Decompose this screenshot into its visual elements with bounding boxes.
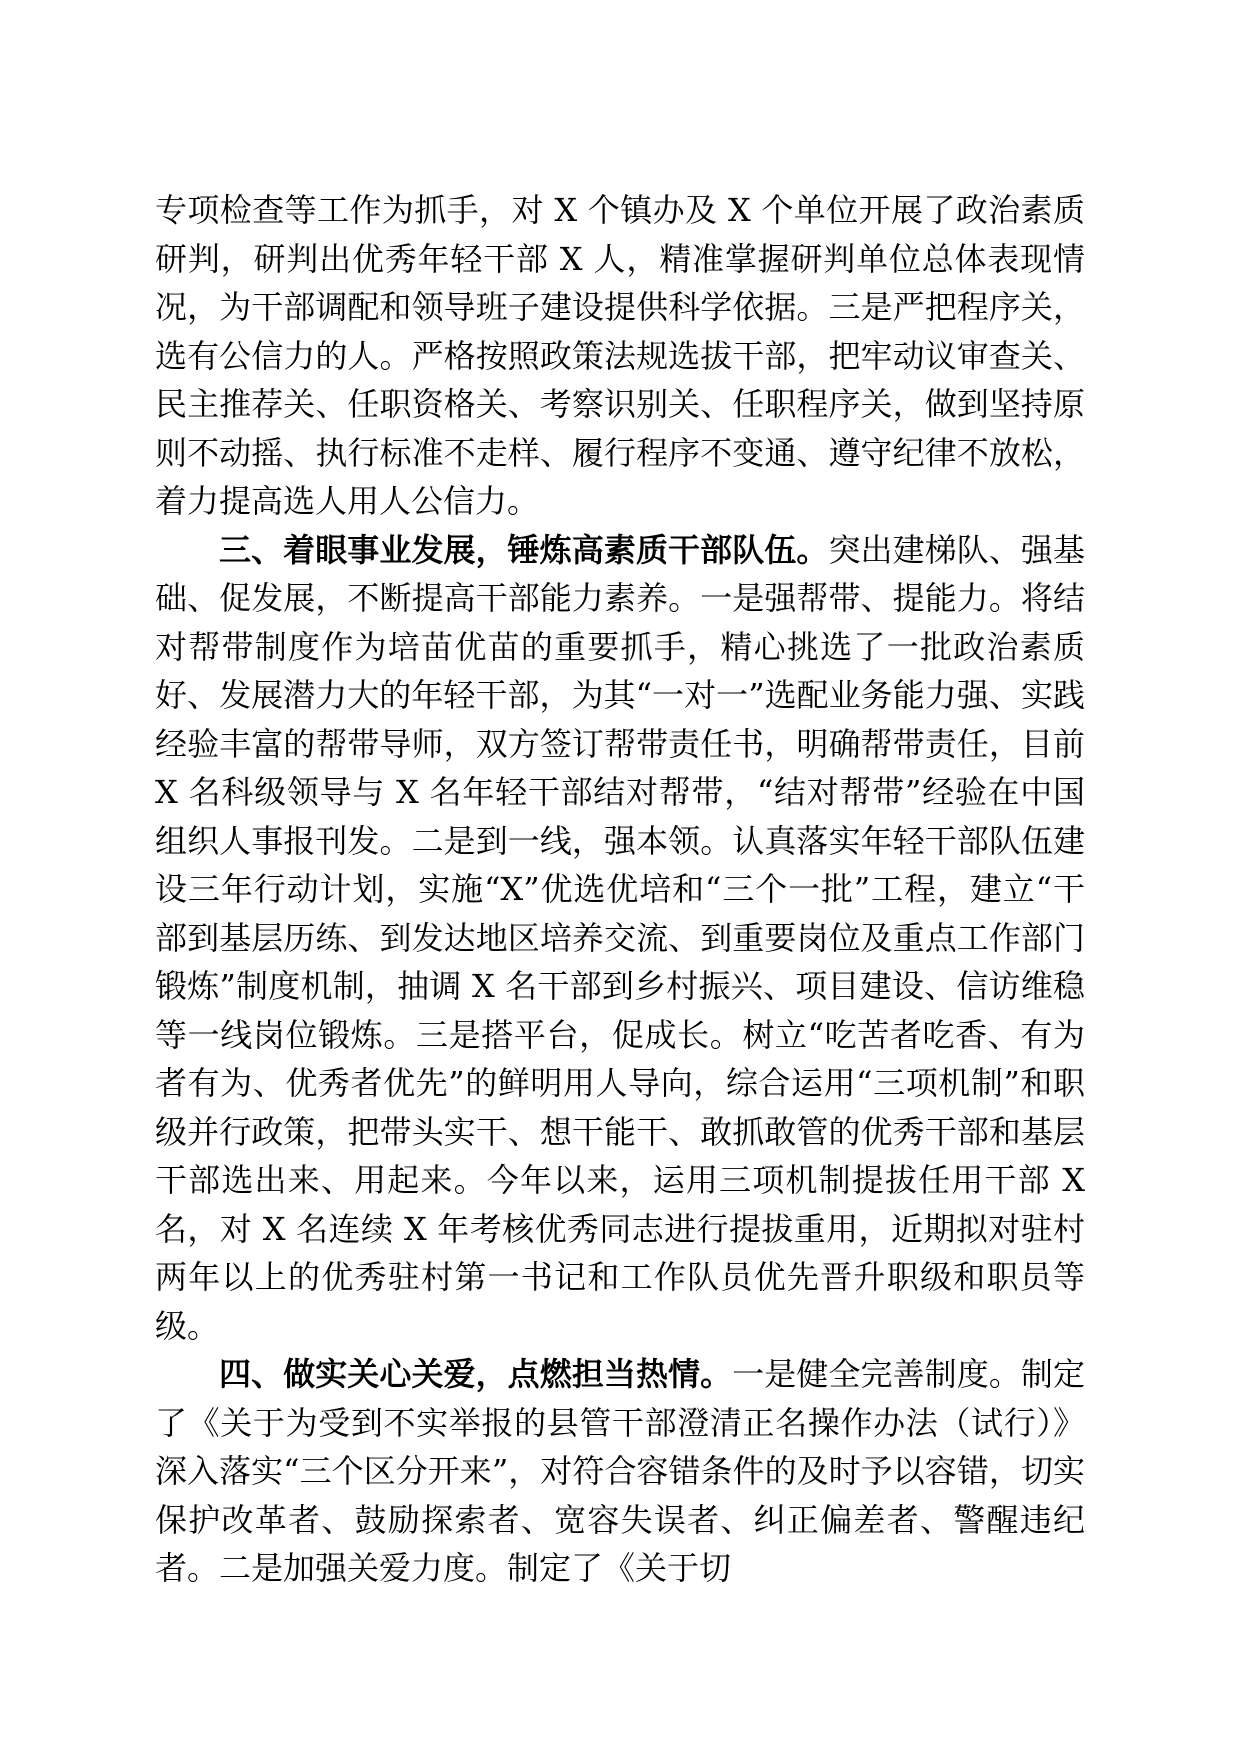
paragraph-2: [155, 526, 1085, 1351]
paragraph-2-text: 突出建梯队、强基础、促发展，不断提高干部能力素养。一是强帮带、提能力。将结对帮带制度作为培苗优苗的重要抓手，精心挑选了一批政治素质好、发展潜力大的年轻干部，为其“一对一”选配业务能力强、实践经验丰富的帮带导师，双方签订帮带责任书，明确帮带责任，目前 X 名科级领导与 X 名年轻干部结对帮带，“结对帮带”经验在中国组织人事报刊发。二是到一线，强本领。认真落实年轻干部队伍建设三年行动计划，实施“X”优选优培和“三个一批”工程，建立“干部到基层历练、到发达地区培养交流、到重要岗位及重点工作部门锻炼”制度机制，抽调 X 名干部到乡村振兴、项目建设、信访维稳等一线岗位锻炼。三是搭平台，促成长。树立“吃苦者吃香、有为者有为、优秀者优先”的鲜明用人导向，综合运用“三项机制”和职级并行政策，把带头实干、想干能干、敢抓敢管的优秀干部和基层干部选出来、用起来。今年以来，运用三项机制提拔任用干部 X 名，对 X 名连续 X 年考核优秀同志进行提拔重用，近期拟对驻村两年以上的优秀驻村第一书记和工作队员优先晋升职级和职员等级。: [155, 530, 1085, 1345]
paragraph-1-text: 专项检查等工作为抓手，对 X 个镇办及 X 个单位开展了政治素质研判，研判出优秀年轻干部 X 人，精准掌握研判单位总体表现情况，为干部调配和领导班子建设提供科学依据。三是严把程序关，选有公信力的人。严格按照政策法规选拔干部，把牢动议审查关、民主推荐关、任职资格关、考察识别关、任职程序关，做到坚持原则不动摇、执行标准不走样、履行程序不变通、遵守纪律不放松，着力提高选人用人公信力。: [155, 191, 1085, 520]
section-3-heading: 三、着眼事业发展，锤炼高素质干部队伍。: [219, 530, 829, 569]
section-4-heading: 四、做实关心关爱，点燃担当热情。: [219, 1355, 733, 1393]
document-page: [155, 186, 1085, 1593]
paragraph-3-text: 一是健全完善制度。制定了《关于为受到不实举报的县管干部澄清正名操作办法（试行）》深入落实“三个区分开来”，对符合容错条件的及时予以容错，切实保护改革者、鼓励探索者、宽容失误者、纠正偏差者、警醒违纪者。二是加强关爱力度。制定了《关于切: [155, 1355, 1085, 1587]
paragraph-1: [155, 186, 1085, 526]
paragraph-3: [155, 1350, 1085, 1593]
